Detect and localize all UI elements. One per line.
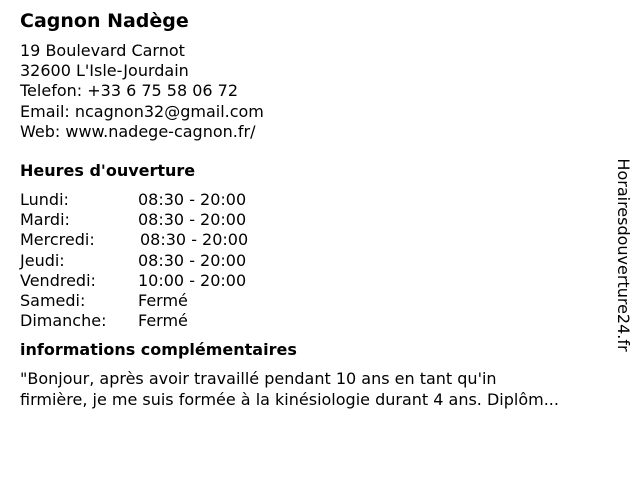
hours-row-tuesday (20, 210, 610, 230)
address-city: 32600 L'Isle-Jourdain (20, 61, 189, 81)
side-brand-label: Horairesdouverture24.fr (614, 158, 633, 352)
time-value: 08:30 - 20:00 (138, 210, 247, 230)
description-line: "Bonjour, après avoir travaillé pendant 10 ans en tant qu'in (20, 369, 497, 389)
day-label: Dimanche: (20, 311, 107, 331)
info-description (20, 369, 610, 410)
day-label: Samedi: (20, 291, 86, 311)
time-value: 08:30 - 20:00 (138, 190, 247, 210)
time-value: Fermé (138, 291, 188, 311)
hours-row-wednesday (20, 230, 610, 250)
time-value: 10:00 - 20:00 (138, 270, 247, 290)
time-value: 08:30 - 20:00 (140, 230, 249, 250)
time-value: Fermé (138, 311, 188, 331)
day-label: Lundi: (20, 190, 69, 210)
business-name: Cagnon Nadège (20, 10, 189, 32)
time-value: 08:30 - 20:00 (138, 250, 247, 270)
day-label: Vendredi: (20, 270, 96, 290)
day-label: Mercredi: (20, 230, 95, 250)
business-card (20, 8, 610, 410)
description-line: firmière, je me suis formée à la kinésiologie durant 4 ans. Diplôm... (20, 389, 559, 409)
hours-heading: Heures d'ouverture (20, 161, 196, 181)
email-line[interactable]: Email: ncagnon32@gmail.com (20, 101, 264, 121)
hours-row-thursday (20, 251, 610, 271)
phone-line[interactable]: Telefon: +33 6 75 58 06 72 (20, 81, 239, 101)
day-label: Mardi: (20, 210, 70, 230)
day-label: Jeudi: (20, 250, 65, 270)
hours-row-sunday (20, 311, 610, 331)
info-heading: informations complémentaires (20, 340, 297, 360)
web-line[interactable]: Web: www.nadege-cagnon.fr/ (20, 121, 256, 141)
hours-row-friday (20, 271, 610, 291)
address-street: 19 Boulevard Carnot (20, 41, 185, 60)
hours-row-monday (20, 190, 610, 210)
hours-row-saturday (20, 291, 610, 311)
